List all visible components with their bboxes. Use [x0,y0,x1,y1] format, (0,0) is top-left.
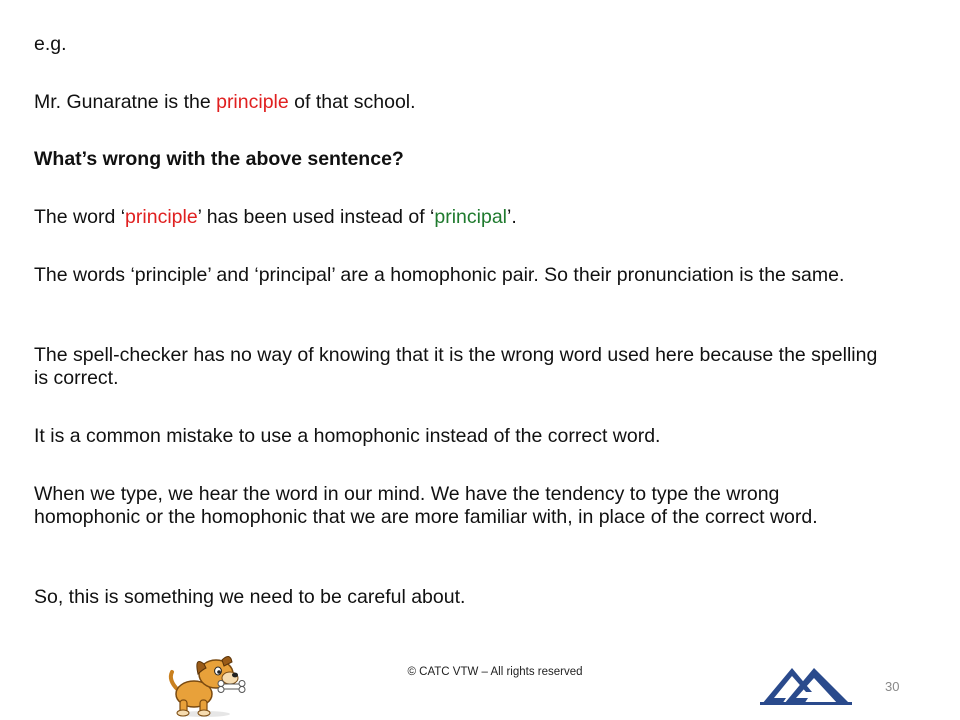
explain-part-1: The word ‘ [34,206,126,228]
common-mistake-paragraph: It is a common mistake to use a homophonic instead of the correct word. [34,425,661,447]
dog-mascot-icon [164,650,250,718]
typing-paragraph: When we type, we hear the word in our mind. We have the tendency to type the wrong homophonic or the homophonic that we are more familiar with, in place of the correct word. [34,483,818,528]
wrong-word: principle [216,91,289,113]
spellchecker-paragraph: The spell-checker has no way of knowing that it is the wrong word used here because the spelling is correct. [34,344,878,389]
conclusion-paragraph: So, this is something we need to be careful about. [34,586,466,608]
copyright-notice: © CATC VTW – All rights reserved [407,666,583,678]
example-before: Mr. Gunaratne is the [34,91,217,113]
eg-label: e.g. [34,33,67,55]
explain-part-3: ’. [507,206,517,228]
explain-right-word: principal [434,206,507,228]
question-heading: What’s wrong with the above sentence? [34,148,404,170]
explain-wrong-word: principle [125,206,198,228]
explain-part-2: ’ has been used instead of ‘ [197,206,435,228]
example-sentence [34,91,884,114]
aa-logo-icon [760,664,852,706]
homophone-paragraph: The words ‘principle’ and ‘principal’ are a homophonic pair. So their pronunciation is the same. [34,264,845,286]
page-number: 30 [885,679,900,694]
explanation-line [34,206,884,229]
example-after: of that school. [288,91,416,113]
